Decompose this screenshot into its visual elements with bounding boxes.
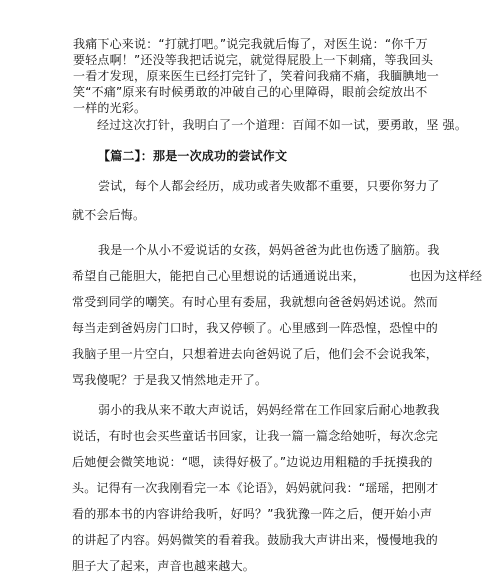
- paragraph-line: 我脑子里一片空白，只想着进去向爸妈说了后，他们会不会说我笨，: [72, 347, 439, 361]
- paragraph-line: 一看才发现，原来医生已经打完针了，笑着问我痛不痛，我腼腆地一: [73, 69, 440, 83]
- paragraph-line: 一样的光彩。: [73, 101, 147, 115]
- paragraph-line: 就不会后悔。: [72, 208, 146, 222]
- paragraph-line: 尝试，每个人都会经历，成功或者失败都不重要，只要你努力了: [98, 179, 440, 193]
- paragraph-line: 要轻点啊！”还没等我把话说完，就觉得屁股上一下刺痛，等我回头: [73, 53, 434, 67]
- paragraph-line: 弱小的我从来不敢大声说话，妈妈经常在工作回家后耐心地教我: [98, 403, 440, 417]
- paragraph-line: 每当走到爸妈房门口时，我又停顿了。心里感到一阵恐惶，恐惶中的: [72, 321, 439, 335]
- paragraph-line: 说话，有时也会买些童话书回家，让我一篇一篇念给她听，每次念完: [72, 429, 439, 443]
- paragraph-line: 看的那本书的内容讲给我听，好吗？”我犹豫一阵之后，便开始小声: [72, 507, 433, 521]
- paragraph-line: 常受到同学的嘲笑。有时心里有委屈，我就想向爸爸妈妈述说。然而: [72, 295, 439, 309]
- paragraph-line: 头。记得有一次我刚看完一本《论语》，妈妈就问我：“瑶瑶，把刚才: [72, 481, 439, 495]
- paragraph-line: 后她便会微笑地说：“嗯，读得好极了。”边说边用粗糙的手抚摸我的: [72, 455, 433, 469]
- paragraph-line: 的讲起了内容。妈妈微笑的看着我。鼓励我大声讲出来，慢慢地我的: [72, 533, 439, 547]
- paragraph-line: 我是一个从小不爱说话的女孩，妈妈爸爸为此也伤透了脑筋。我: [98, 243, 440, 257]
- paragraph-line: 笑“不痛”原来有时候勇敢的冲破自己的心里障碍，眼前会绽放出不: [73, 85, 428, 99]
- paragraph-line: 胆子大了起来，声音也越来越大。: [72, 559, 256, 573]
- paragraph-line: 经过这次打针，我明白了一个道理：百闻不如一试，要勇敢，坚 强。: [97, 118, 468, 132]
- paragraph-line: 骂我傻呢？于是我又悄然地走开了。: [72, 373, 268, 387]
- section-heading: 【篇二】：那是一次成功的尝试作文: [98, 149, 288, 163]
- paragraph-line: 我痛下心来说：“打就打吧。”说完我就后悔了，对医生说：“你千万: [73, 37, 428, 51]
- paragraph-line: 希望自己能胆大，能把自己心里想说的话通通说出来， 也因为这样经: [72, 269, 483, 283]
